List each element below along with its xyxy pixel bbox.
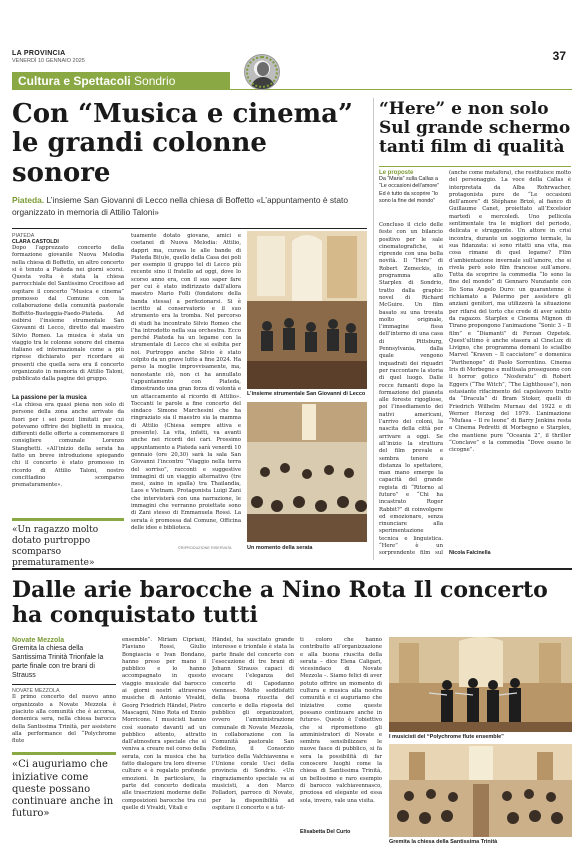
article1-body-1b: «La chiesa era quasi piena non solo di persone della zona anche arrivate da fuori per i sei pezzi limitati per cui potevamo offrire dei biglietti in musica, differenti delle offerte a commemorare il consigliere comunale Lorenzo Stanghetti. «All’inizio della serata ha fatto un breve introduzione spiegando chi il concerto è stato promosso in ricordo di Attilio Taloni, nostro concittadino scomparso prematuramente».: [12, 402, 124, 489]
article2-body-1: Concluso il ciclo delle feste con un bilancio positivo per le sale cinematografiche, si riprende con una bella novità. Il “Here” di Robert Zemeckis, in programma allo Starplex di Sondrio, tratto dalla graphic novel di Richard McGuire. Un film basato su una trovata molto originale, l’immagine fissa dell’interno di una casa di Pittsburg, Pennsylvania, dalla quale vengono inquadrati dei riquadri per raccontare la storia di quel luogo. Dalle rocce fumanti dopo la formazione del pianeta alle foreste rigogliose, poi l’insediamento dei nativi americani, l’arrivo dei coloni, la nascita della città per arrivare a oggi. Se all’inizio la struttura del film prevale e sembra tenere a distanza lo spettatore, man mano emerge la capacità del grande regista di “Ritorno al futuro” e “Chi ha incastrato Roger Rabbit?” di coinvolgere ed emozionare, senza rinunciare alla sperimentazione tecnica e linguistica. “Here” è un sorprendente film sul: [379, 222, 443, 557]
article1-kicker: Piateda.: [12, 195, 45, 205]
article2-headline: “Here” e non solo Sul grande schermo tanti film di qualità: [379, 99, 571, 158]
divider: [12, 228, 367, 229]
section-separator: [12, 568, 572, 570]
article1-subtitle-text: L’insieme San Giovanni di Lecco nella chiesa di Boffetto «L’appuntamento è stato organizzato in memoria di Attilio Taloni»: [12, 195, 349, 217]
photo-caption-1: L’insieme strumentale San Giovanni di Lecco: [247, 391, 366, 397]
article3-author: Elisabetta Del Curto: [300, 829, 351, 835]
column-divider: [373, 98, 374, 560]
article1-column-1: [12, 233, 124, 569]
article3-quote: «Ci auguriamo che iniziative come queste possano continuare anche in futuro»: [12, 759, 114, 820]
article1-pullquote: [12, 518, 124, 569]
newspaper-name: LA PROVINCIA: [12, 50, 66, 57]
article3-column-4: [300, 637, 382, 835]
article3-body-3: Händel, ha suscitato grande interesse e trionfale è stata la parte finale del concerto con l’esecuzione di tre brani di Johann Strauss capaci di evocare l’eleganza del concerto di Capodanno viennese. Molto soddisfatti della buona riuscita del concerto e della risposta del pubblico gli organizzatori, ovvero l’amministrazione comunale di Novate Mezzola, in collaborazione con la Comunità pastorale San Fedelino, il Consorzio turistico della Valchiavenna e l’Unione corale Usci della provincia di Sondrio. «Un ringraziamento speciale va ai musicisti, a don Marco Folladori, parroco di Novate, per la disponibilità ad ospitare il concerto e a tut-: [212, 637, 294, 811]
article3-column-1: [12, 637, 116, 820]
article1-column-2: [131, 233, 241, 551]
article2-box-text: Da “Maria” sulla Callas a “Le occasioni dell’amore” Ed è tutto da scoprire “Io sono la fine del mondo”: [379, 176, 439, 204]
article3-body-2: ensemble”. Miriam Cipriani, Flaviano Rossi, Giulio Bongiascia e Ivan Bondano, hanno preso per mano il pubblico e lo hanno accompagnato in questo viaggio musicale dal barocco ai giorni nostri attraverso musiche di Antonio Vivaldi, Georg Friedrich Händel, Pietro Mascagni, Nino Rota ed Ennio Morricone. I musicisti hanno così suonato davanti ad un pubblico attento, attratto dall’atmosfera speciale che si veniva a creare nel corso della serata, con la musica che ha fatto dialogare tra loro diverse culture e è regalato profonde emozioni. In particolare, la parte del concerto dedicata alle trascrizioni moderne delle composizioni barocche tra cui quelle di Vivaldi, Vitali e: [122, 637, 206, 811]
portrait-logo-icon: [244, 54, 280, 90]
article1-subtitle: [12, 195, 367, 219]
photo-caption-2: Un momento della serata: [247, 545, 313, 551]
photo-flute-ensemble: [389, 637, 572, 732]
article3-pullquote: [12, 752, 116, 820]
masthead: [12, 50, 85, 64]
section-name: Cultura e Spettacoli: [18, 74, 131, 88]
photo-caption-4: Gremita la chiesa della Santissima Trinità: [389, 839, 498, 845]
photo-ensemble-church: [247, 231, 367, 389]
article3-body-1: Il primo concerto del nuovo anno organizzato a Novate Mezzola è piaciuto alla comunità che è accorsa, domenica sera, nella chiesa barocca della Santissima Trinità, per assistere alla performance del “Polychrome flute: [12, 694, 116, 745]
page-number: 37: [552, 49, 566, 63]
article1-body-2: tuamente dotato giovane, amici e coetanei di Nuova Melodia: Attilio, dappri ma, curava le alle bande di Piateda Bi(u)e, quello della Casa dei poli per esempio il gruppo tel di Lecco più recente sino il fratello ad oggi, dove lo scorso anno era, con il suo saper fare per cui è stato indirizzato dall’allora maestro Mario Folli (fondatore della banda stessa) a perfezionarsi. Si è iscritto al conservatorio e il suo strumento era la tromba. Nel percorso di studi ha incontrato Silvio Romeo che l’ha introdotto nella sua orchestra. Ecco perché Piateda ha un legame con la strumentale di Lecco che si esibita per noi. Purtroppo anche Silvio è stato colpito da un grave lutto a fine 2024. Ha perso la moglie improvvisamente, ma, nonostante ciò, non ci ha annullato l’appuntamento con Piateda, dimostrando una gran forza di volontà e un attaccamento al ricordo di Attilio». Toccanti le parole a fine concerto del sindaco Simone Marchesini che ha ringraziato sia il maestro sia la mamma di Attilio (Chiesa sempre attiva e presente). La vita, infatti, va avanti anche nei ricordi dei cari. Prossimo appuntamento a Piateda sarà venerdì 10 gennaio (ore 20,30) sarà la sala San Giovanni l’incontro “Viaggio nella terra del sorriso”, racconti e suggestive immagini di un viaggio alternativo (tre mesi, zaino in spalla) tra Thailandia, Laos e Vietnam. Protagonista Luigi Zani che intervisterà con una narrazione, le immagini che verranno proiettate sono di Zani stesso di Emmanuela Rossi. La serata è promossa dal Comune, Officina delle idee e biblioteca.: [131, 233, 241, 531]
article3-kicker: Novate Mezzola: [12, 637, 65, 644]
article2-box: [379, 170, 443, 205]
article2-column-2: [449, 170, 571, 556]
article3-place: NOVATE MEZZOLA: [12, 688, 60, 695]
article3-column-2: [122, 637, 206, 837]
article1-quote: «Un ragazzo molto dotato purtroppo scomparso prematuramente»: [12, 525, 99, 568]
divider: [12, 684, 116, 685]
photo-credit: ©RIPRODUZIONE RISERVATA: [178, 546, 232, 550]
article1-body-1: Dopo l’apprezzato concerto della formazione giovanile Nuova Melodia nella chiesa di Boffetto, un altro concerto si è tenuto a Piateda nei giorni scorsi. Questa volta è stata la chiesa parrocchiale del Santissimo Crocifisso ad ospitare il concerto “Musica e cinema” promosso dal Comune con la collaborazione della comunità pastorale Boffetto-Busteggia-Faedo-Piateda. Ad esibirsi l’insieme strumentale San Giovanni di Lecco, diretto dal maestro Silvio Romeo. La musica è stata un viaggio tra le colonne sonore del cinema italiano ed internazionale come a più riprese dichiarato per ricordare ai presenti che quella sera era il concerto organizzato in memoria di Attilio Taloni, pubblicato dalla pagine dei gruppo.: [12, 245, 124, 383]
photo-concert-evening: [247, 402, 367, 542]
article1-place: PIATEDA: [12, 233, 35, 239]
photo-church-audience: [389, 744, 572, 837]
section-bar: [12, 72, 572, 90]
article2-body-2: (anche come metafora), che restituisce molto del personaggio. La voce della Callas è interpretata da Alba Rohrwacher, protagonista pure de “Le occasioni dell’amore” di Stéphane Brizé, al fianco di Guillaume Canet, proiettato all’Excelsior martedì e mercoledì. Uno pellicola sentimentale tra le migliori del periodo, delicata e struggente. Un attore in crisi incontra, durante un soggiorno termale, la sua fidanzata: si sono ritatti una vita, ma cosa rimane di quel legame? Film d’ambientazione invernale sull’amore, che si rivela però solo film francese sull’amore. Tutta da scoprire la commedia “Io sono la fine del mondo” di Gennaro Nunziante con Ilo Sona Angelo Duro: un quarantenne è richiamato a Palermo per assistere gli anziani genitori, ma utilizzerà la situazione per rifarsi del torto che crede di aver subito da ragazzo. Starplex e Cinema Mignon di Tirano propongono l’animazione “Sonic 3 – Il film” e “Diamanti” di Ferzan Ozpetek. Quest’ultimo è anche stasera al CineLux di Livigno, che programma domani lo sciallbo Marvel “Kraven – Il cacciatore” e domenica “Parthenope” di Paolo Sorrentino. Cinema Iris di Morbegno e multisala proseguono con il horror gotico “Nosferatu” di Robert Eggers (“The Witch”, “The Lighthouse”), non estasiante rifacimento del capolavoro tratto da “Dracula” di Bram Stoker, quelli di Friedrich Wilhelm Murnau del 1922 e di Werner Herzog del 1979. L’animazione “Mufasa – Il re leone” di Barry Jenkins resta a Cinema Pedretti di Morbegno e Starplex, che mantiene pure “Oceania 2”, il thriller “Conclave” e la commedia “Dove osano le cicogne”.: [449, 170, 571, 454]
issue-date: VENERDÌ 10 GENNAIO 2025: [12, 58, 85, 64]
article2-author: Nicola Falcinella: [449, 550, 491, 556]
section-title: [18, 74, 175, 88]
article3-body-4: ti coloro che hanno contribuito all’organizzazione e alla buona riuscita della serata – dice Elena Caligari, vicesindaco di Novate Mezzola –. Siamo felici di aver potuto offrire un momento di cultura e musica alla nostra comunità e ci auguriamo che iniziative come queste possano continuare anche in futuro». Questo è l’obiettivo che si ripromettono gli amministratori di Novate e sembra sensibilizzare le nuove fasce di pubblico, si fa sera la possibilità di far conoscere luoghi come la chiesa di Santissima Trinità, un bellissimo e raro esempio di barocco valchiavennasco, preziosa ed elegante ed essa sola, invero, vale una visita.: [300, 637, 382, 804]
article2-column-1: [379, 222, 443, 557]
article3-column-3: [212, 637, 294, 837]
section-place: Sondrio: [134, 74, 176, 88]
article1-author: CLARA CASTOLDI: [12, 239, 59, 245]
divider: [379, 166, 571, 167]
photo-caption-3: I musicisti del “Polychrome flute ensemble”: [389, 734, 504, 740]
article1-headline: Con “Musica e cinema” le grandi colonne sonore: [12, 99, 353, 188]
article3-subtitle: Gremita la chiesa della Santissima Trinità Trionfale la parte finale con tre brani di Strauss: [12, 645, 104, 680]
section-rule: [230, 89, 572, 90]
article3-headline: Dalle arie barocche a Nino Rota Il concerto ha conquistato tutti: [12, 577, 548, 628]
article1-subhead: La passione per la musica: [12, 395, 87, 401]
article2-box-kicker: Le proposte: [379, 170, 414, 176]
